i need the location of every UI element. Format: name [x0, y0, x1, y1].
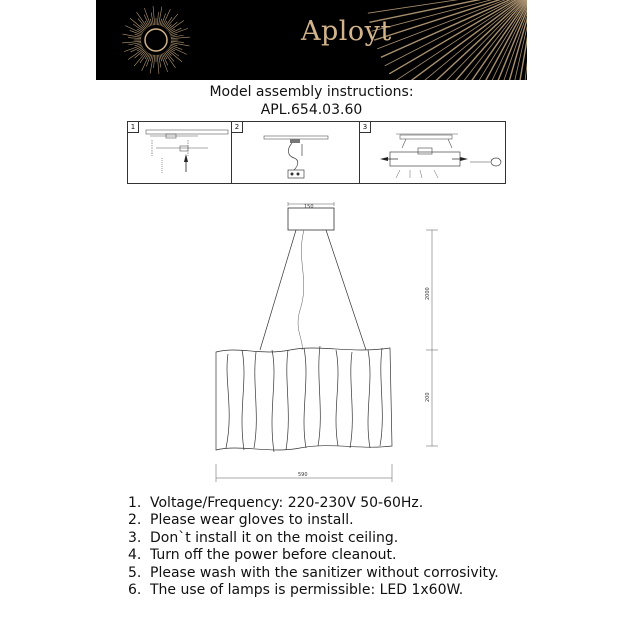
ceiling-canopy [288, 208, 334, 230]
step-1-diagram [128, 122, 232, 183]
assembly-steps [127, 121, 506, 184]
shade-width-label: 590 [298, 472, 308, 478]
note-text: Please wash with the sanitizer without corrosivity. [150, 564, 499, 581]
note-number: 4. [128, 547, 142, 564]
model-number: APL.654.03.60 [260, 102, 363, 118]
note-item [128, 530, 499, 547]
step-number: 1 [128, 122, 139, 133]
total-height-label: 2000 [425, 287, 431, 300]
canopy-width-label: 150 [304, 204, 314, 210]
step-3-diagram [360, 122, 505, 183]
step-number: 3 [360, 122, 371, 133]
note-item [128, 582, 499, 599]
lamp-shade [216, 346, 392, 452]
note-text: Please wear gloves to install. [150, 512, 354, 529]
note-item [128, 495, 499, 512]
note-number: 1. [128, 495, 142, 511]
suspension-cable [326, 230, 366, 350]
step-2-diagram [232, 122, 360, 183]
sun-logo-icon [122, 6, 190, 74]
note-text: Don`t install it on the moist ceiling. [150, 529, 399, 546]
step-panel-3 [360, 122, 505, 183]
note-text: Voltage/Frequency: 220-230V 50-60Hz. [150, 495, 424, 511]
shade-height-label: 200 [425, 392, 431, 402]
suspension-cable [260, 230, 296, 350]
note-number: 2. [128, 512, 142, 529]
fixture-drawing [200, 200, 460, 490]
step-panel-2 [232, 122, 360, 183]
power-cord [298, 230, 304, 350]
step-number: 2 [232, 122, 243, 133]
note-number: 5. [128, 564, 142, 581]
note-text: Turn off the power before cleanout. [150, 547, 397, 564]
note-item [128, 512, 499, 529]
brand-banner [96, 0, 527, 80]
brand-name: Aployt [301, 16, 392, 47]
note-number: 6. [128, 582, 142, 599]
note-item [128, 565, 499, 582]
note-number: 3. [128, 529, 142, 546]
instruction-notes [128, 495, 499, 599]
step-panel-1 [128, 122, 232, 183]
page-title: Model assembly instructions: [209, 84, 414, 100]
note-item [128, 547, 499, 564]
note-text: The use of lamps is permissible: LED 1x60W. [150, 582, 464, 599]
